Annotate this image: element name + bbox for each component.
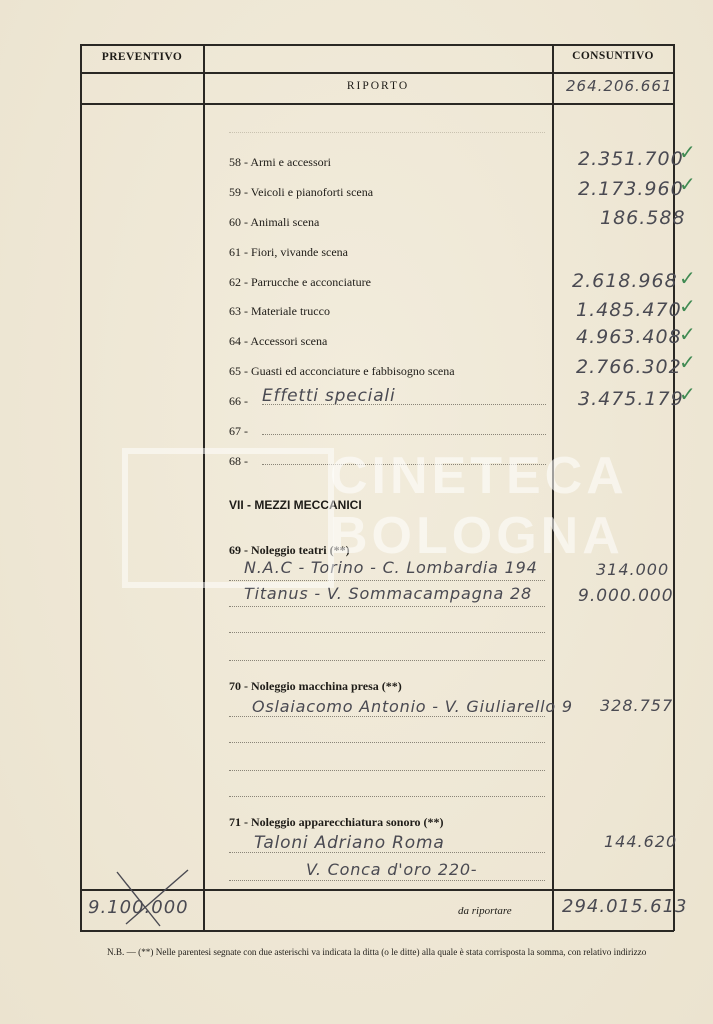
item-70-dots-4 — [229, 796, 545, 797]
item-66-dots — [262, 404, 546, 405]
item-71-entry-1: Taloni Adriano Roma — [254, 833, 445, 853]
item-65-value: 2.766.302 — [576, 356, 682, 378]
strike-cross-icon — [112, 868, 192, 930]
item-66-handwritten: Effetti speciali — [262, 386, 396, 406]
watermark-frame-icon — [122, 448, 334, 588]
footnote: N.B. — (**) Nelle parentesi segnate con due asterischi va indicata la ditta (o le ditte) alla quale è stata corrisposta la somma, con relativo indirizzo — [107, 947, 647, 957]
item-59-value: 2.173.960 — [578, 178, 684, 200]
watermark-line1: CINETECA — [330, 447, 628, 505]
check-mark-icon: ✓ — [679, 294, 696, 318]
item-58-value: 2.351.700 — [578, 148, 684, 170]
item-60-label: 60 - Animali scena — [229, 215, 320, 229]
item-67-dots — [262, 434, 546, 435]
item-69-dots-3 — [229, 632, 545, 633]
item-67-label: 67 - — [229, 424, 248, 438]
item-63-label: 63 - Materiale trucco — [229, 304, 330, 318]
item-70-entry-1-value: 328.757 — [600, 696, 674, 715]
check-mark-icon: ✓ — [679, 350, 696, 374]
check-mark-icon: ✓ — [679, 172, 696, 196]
item-59-label: 59 - Veicoli e pianoforti scena — [229, 185, 374, 199]
item-70-entry-1: Oslaiacomo Antonio - V. Giuliarello 9 — [252, 697, 573, 716]
item-60-value: 186.588 — [600, 207, 686, 229]
section-title: VII - MEZZI MECCANICI — [229, 498, 362, 512]
table-bottom-border — [80, 930, 674, 932]
item-69-label: 69 - Noleggio teatri (**) — [229, 543, 350, 557]
preventivo-total: 9.100.000 — [88, 897, 189, 918]
item-69-entry-2: Titanus - V. Sommacampagna 28 — [244, 584, 532, 603]
item-70-dots-3 — [229, 770, 545, 771]
item-64-label: 64 - Accessori scena — [229, 334, 328, 348]
consuntivo-total: 294.015.613 — [562, 896, 688, 917]
header-divider — [80, 72, 674, 74]
riporto-value: 264.206.661 — [566, 77, 673, 95]
preventivo-header: PREVENTIVO — [101, 51, 183, 63]
item-71-label: 71 - Noleggio apparecchiatura sonoro (**) — [229, 815, 444, 829]
item-69-entry-1: N.A.C - Torino - C. Lombardia 194 — [244, 558, 538, 577]
item-71-entry-2: V. Conca d'oro 220- — [306, 860, 478, 879]
item-64-value: 4.963.408 — [576, 326, 682, 348]
item-69-entry-1-value: 314.000 — [596, 560, 670, 579]
item-65-label: 65 - Guasti ed acconciature e fabbisogno scena — [229, 364, 455, 378]
item-70-dots-1 — [229, 716, 545, 717]
item-68-label: 68 - — [229, 454, 248, 468]
check-mark-icon: ✓ — [679, 382, 696, 406]
item-69-dots-2 — [229, 606, 545, 607]
watermark-line2: BOLOGNA — [330, 507, 624, 565]
item-58-label: 58 - Armi e accessori — [229, 155, 331, 169]
consuntivo-header: CONSUNTIVO — [572, 50, 654, 62]
riporto-label: RIPORTO — [346, 80, 410, 92]
item-66-value: 3.475.179 — [578, 388, 684, 410]
check-mark-icon: ✓ — [679, 322, 696, 346]
check-mark-icon: ✓ — [679, 140, 696, 164]
item-63-value: 1.485.470 — [576, 299, 682, 321]
table-top-border — [80, 44, 674, 46]
item-71-dots-1 — [229, 852, 545, 853]
item-62-value: 2.618.968 — [572, 270, 678, 292]
check-mark-icon: ✓ — [679, 266, 696, 290]
riporto-divider — [80, 103, 674, 105]
item-70-dots-2 — [229, 742, 545, 743]
dotted-guide — [229, 132, 545, 133]
item-69-dots-4 — [229, 660, 545, 661]
left-border — [80, 44, 82, 931]
item-70-label: 70 - Noleggio macchina presa (**) — [229, 679, 402, 693]
da-riportare-label: da riportare — [458, 905, 512, 917]
item-62-label: 62 - Parrucche e acconciature — [229, 275, 371, 289]
item-61-label: 61 - Fiori, vivande scena — [229, 245, 348, 259]
item-69-entry-2-value: 9.000.000 — [578, 586, 674, 606]
item-66-label: 66 - — [229, 394, 248, 408]
item-71-entry-1-value: 144.620 — [604, 832, 678, 851]
item-71-dots-2 — [229, 880, 545, 881]
